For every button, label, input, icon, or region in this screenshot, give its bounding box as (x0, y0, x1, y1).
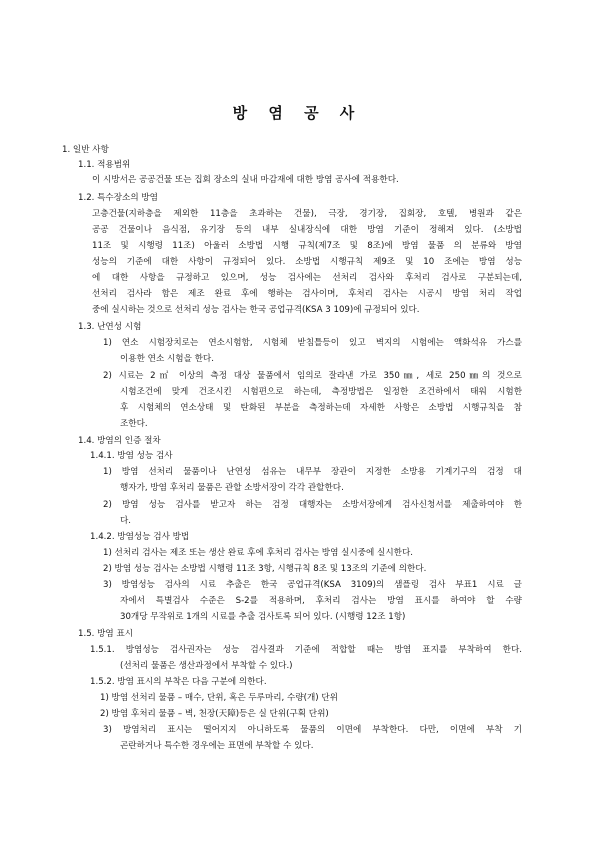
list-item-cont: 시험조건에 맞게 건조시킨 시험편으로 하는데, 측정방법은 일정한 조건하에서 태워 시험한 (120, 387, 522, 397)
list-item: 2) 방염 후처리 물품 – 벽, 천장(天障)등은 실 단위(구획 단위) (100, 709, 329, 719)
list-item-cont: 이용한 연소 시험을 한다. (120, 354, 214, 364)
list-item: 2) 방염 성능 검사는 소방법 시행령 11조 3항, 시행규칙 8조 및 13조의 기준에 의한다. (103, 564, 427, 574)
heading-1-4: 1.4. 방염의 인증 절차 (78, 436, 161, 446)
heading-1-2: 1.2. 특수장소의 방염 (78, 193, 158, 203)
list-item: 2) 시료는 2㎡ 이상의 측정 대상 물품에서 임의로 잘라낸 가로 350㎜, 세로 250㎜의 것으로 (103, 371, 522, 381)
paragraph-1-2-line: 공공 건물이나 음식점, 유기장 등의 내부 실내장식에 대한 방염 기준이 정해져 있다. (소방법 (92, 225, 522, 235)
heading-1-4-2: 1.4.2. 방염성능 검사 방법 (90, 532, 190, 542)
heading-1: 1. 일반 사항 (62, 145, 109, 155)
paragraph-1-1: 이 시방서은 공공건물 또는 집회 장소의 실내 마감재에 대한 방염 공사에 적용한다. (92, 175, 399, 185)
list-item: 2) 방염 성능 검사를 받고자 하는 검정 대행자는 소방서장에게 검사신청서를 제출하여야 한 (103, 500, 522, 510)
list-item-cont: 후 시험체의 연소상태 및 탄화된 부분을 측정하는데 자세한 사항은 소방법 시행규칙을 참 (120, 403, 522, 413)
heading-1-5: 1.5. 방염 표시 (78, 629, 134, 639)
list-item-cont: 행자가, 방염 후처리 물품은 관할 소방서장이 각각 관할한다. (120, 483, 344, 493)
list-item: 3) 방염성능 검사의 시료 추출은 한국 공업규격(KSA 3109)의 샘플링 검사 부표1 시료 글 (103, 580, 522, 590)
paragraph-1-2-line: 선처리 검사라 함은 제조 완료 후에 행하는 검사이며, 후처리 검사는 시공시 방염 처리 작업 (92, 289, 522, 299)
list-item: 1) 방염 선처리 물품 – 매수, 단위, 혹은 두루마리, 수량(개) 단위 (100, 693, 338, 703)
paragraph-1-2-line: 성능의 기준에 대한 사항이 규정되어 있다. 소방법 시행규칙 제9조 및 10 조에는 방염 성능 (92, 257, 522, 267)
list-item-cont: 자에서 특별검사 수준은 S-2를 적용하며, 후처리 검사는 방염 표시를 하여야 할 수량 (120, 596, 522, 606)
page-title: 방 염 공 사 (232, 104, 363, 122)
paragraph-1-2-line: 에 대한 사항을 규정하고 있으며, 성능 검사에는 선처리 검사와 후처리 검사로 구분되는데, (92, 273, 522, 283)
list-item: 1) 연소 시험장치로는 연소시험함, 시험체 받침틀등이 있고 벽지의 시험에는 액화석유 가스를 (103, 338, 522, 348)
list-item: 3) 방염처리 표시는 떨어지지 아니하도록 물품의 이면에 부착한다. 다만, 이면에 부착 기 (103, 725, 522, 735)
paragraph-1-2-line: 고층건물(지하층을 제외한 11층을 초과하는 건물), 극장, 경기장, 집회장, 호텔, 병원과 같은 (92, 209, 522, 219)
list-item-cont: 곤란하거나 특수한 경우에는 표면에 부착할 수 있다. (120, 741, 314, 751)
paragraph-1-2-line: 11조 및 시행령 11조) 아울러 소방법 시행 규칙(제7조 및 8조)에 방염 물품 의 분류와 방염 (92, 241, 522, 251)
paragraph-1-2-line: 중에 실시하는 것으로 선처리 성능 검사는 한국 공업규격(KSA 3 109)에 규정되어 있다. (92, 305, 420, 315)
list-item-cont: 30개당 무작위로 1개의 시료를 추출 검사토록 되어 있다. (시행령 12조 1항) (120, 612, 406, 622)
list-item: 1) 방염 선처리 물품이나 난연성 섬유는 내무부 장관이 지정한 소방용 기계기구의 검정 대 (103, 467, 522, 477)
heading-1-4-1: 1.4.1. 방염 성능 검사 (90, 451, 173, 461)
heading-1-1: 1.1. 적용범위 (78, 160, 131, 170)
list-item-cont: 조한다. (120, 419, 148, 429)
heading-1-5-2: 1.5.2. 방염 표시의 부착은 다음 구분에 의한다. (90, 677, 267, 687)
paragraph-1-5-1: 1.5.1. 방염성능 검사권자는 성능 검사결과 기준에 적합할 때는 방염 표지를 부착하여 한다. (90, 645, 522, 655)
list-item: 1) 선처리 검사는 제조 또는 생산 완료 후에 후처리 검사는 방염 실시중에 실시한다. (103, 548, 413, 558)
paragraph-1-5-1-cont: (선처리 물품은 생산과정에서 부착할 수 있다.) (120, 661, 293, 671)
heading-1-3: 1.3. 난연성 시험 (78, 322, 142, 332)
list-item-cont: 다. (120, 516, 132, 526)
